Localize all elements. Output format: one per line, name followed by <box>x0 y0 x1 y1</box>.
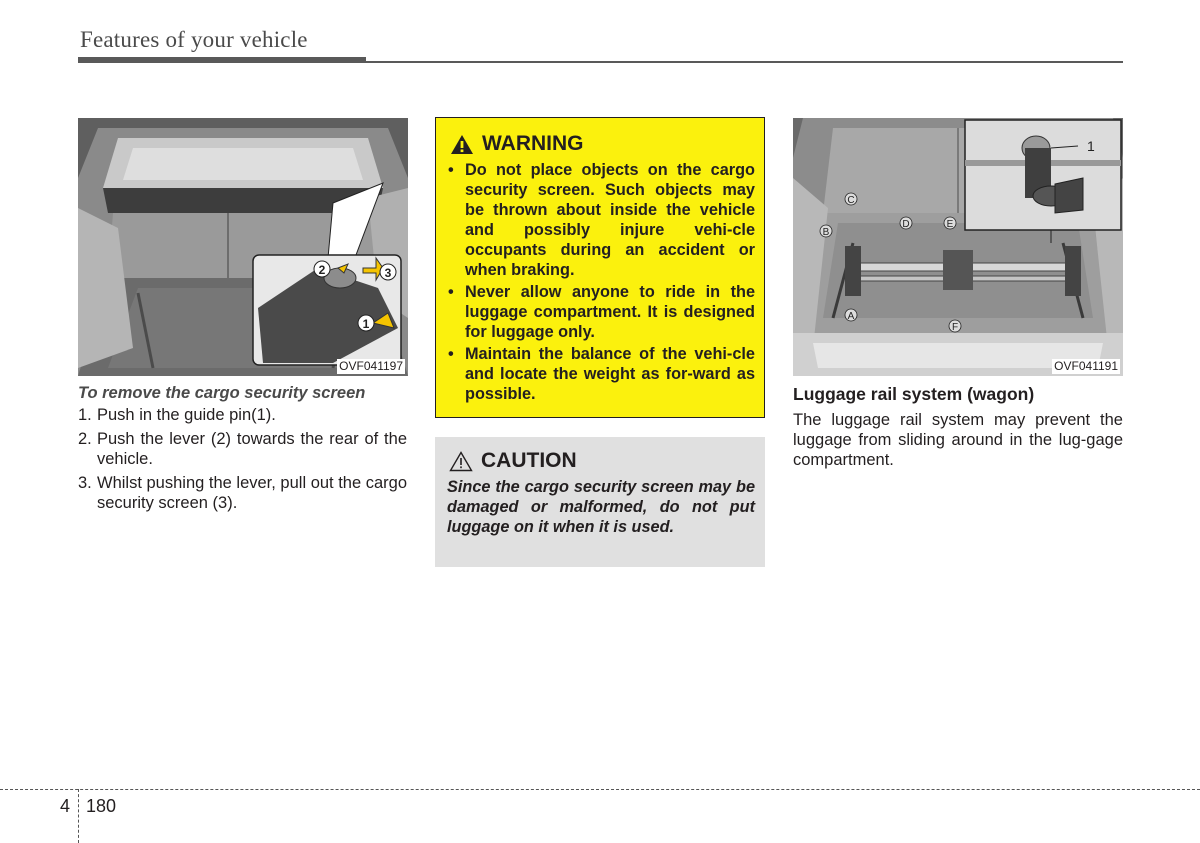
caution-triangle-icon <box>449 451 473 472</box>
rail-label-e: E <box>946 219 954 230</box>
footer-dashed-line <box>0 789 1200 790</box>
caution-title-text: CAUTION <box>481 449 577 472</box>
step-text: Whilst pushing the lever, pull out the cargo security screen (3). <box>97 474 408 512</box>
bullet-dot: • <box>448 283 454 301</box>
warning-title <box>450 132 584 156</box>
warning-item <box>448 160 755 280</box>
step-text: Push the lever (2) towards the rear of the vehicle. <box>97 430 407 468</box>
left-column-text <box>78 383 407 513</box>
warning-item <box>448 344 755 404</box>
figure-code: OVF041197 <box>339 359 403 373</box>
bullet-dot: • <box>448 161 454 179</box>
warning-title-text: WARNING <box>482 132 584 155</box>
cargo-screen-illustration <box>78 118 408 376</box>
header-rule-thin <box>366 61 1123 63</box>
luggage-rail-text: The luggage rail system may prevent the luggage from sliding around in the lug-gage compartment. <box>793 411 1123 469</box>
warning-list <box>448 160 755 406</box>
caution-text: Since the cargo security screen may be damaged or malformed, do not put luggage on it when it is used. <box>447 478 755 536</box>
step-item <box>78 405 407 425</box>
step-item <box>78 473 407 513</box>
step-number: 3. <box>78 474 92 492</box>
header-rule-thick <box>78 57 366 63</box>
warning-item-text: Do not place objects on the cargo security screen. Such objects may be thrown about inside the vehicle and possibly injure vehi-cle occupants during an accident or when braking. <box>465 161 755 279</box>
warning-item-text: Never allow anyone to ride in the luggage compartment. It is designed for luggage only. <box>465 283 755 341</box>
caution-title <box>449 449 577 473</box>
footer-vertical-dashed-line <box>78 789 79 843</box>
luggage-rail-figure <box>793 118 1123 376</box>
step-number: 2. <box>78 430 92 448</box>
step-number: 1. <box>78 406 92 424</box>
rail-label-b: B <box>822 227 830 238</box>
warning-item <box>448 282 755 342</box>
callout-2: 2 <box>318 263 326 277</box>
warning-box <box>435 117 765 418</box>
caution-box <box>435 437 765 567</box>
bullet-dot: • <box>448 345 454 363</box>
cargo-screen-subheading: To remove the cargo security screen <box>78 384 366 402</box>
rail-label-d: D <box>902 219 910 230</box>
right-column-text <box>793 383 1123 470</box>
warning-item-text: Maintain the balance of the vehi-cle and locate the weight as for-ward as possible. <box>465 345 755 403</box>
page-number: 180 <box>86 796 117 816</box>
step-item <box>78 429 407 469</box>
rail-label-c: C <box>847 195 855 206</box>
luggage-rail-illustration <box>793 118 1123 376</box>
rail-label-a: A <box>847 311 855 322</box>
callout-1: 1 <box>362 317 370 331</box>
cargo-screen-figure <box>78 118 408 376</box>
luggage-rail-title: Luggage rail system (wagon) <box>793 384 1035 404</box>
inset-label-1: 1 <box>1087 138 1095 154</box>
warning-triangle-icon <box>450 134 474 155</box>
figure-code: OVF041191 <box>1054 359 1118 373</box>
rail-label-f: F <box>951 322 959 333</box>
page-header-title: Features of your vehicle <box>80 27 308 52</box>
chapter-number: 4 <box>60 796 71 816</box>
callout-3: 3 <box>384 266 392 280</box>
step-text: Push in the guide pin(1). <box>97 406 276 424</box>
